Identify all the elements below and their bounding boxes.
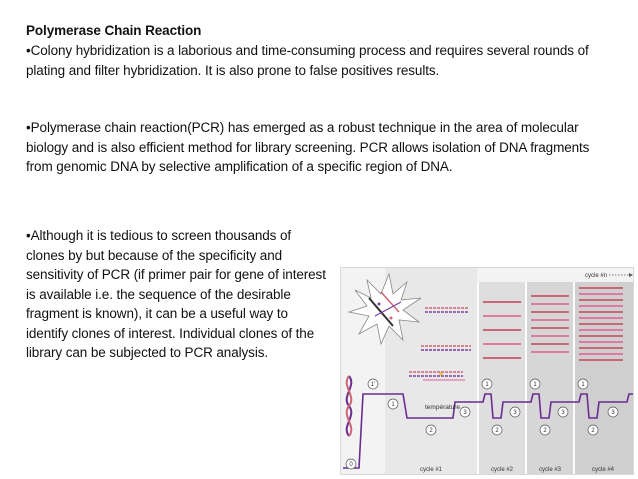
cycle-4-panel xyxy=(575,282,634,475)
step-marker-c3-3-label: 3 xyxy=(561,410,565,416)
step-marker-c4-3-label: 3 xyxy=(611,410,615,416)
cycle-2-panel xyxy=(479,282,525,475)
step-marker-1-prime-label: 1' xyxy=(370,382,376,388)
step-marker-c2-3-label: 3 xyxy=(513,410,517,416)
step-marker-c1-2-label: 2 xyxy=(429,428,433,434)
pcr-cycle-diagram xyxy=(340,267,634,475)
cycle-3-panel xyxy=(527,282,573,475)
step-marker-c3-2-label: 2 xyxy=(543,428,547,434)
cycle-1-label: cycle #1 xyxy=(419,467,443,473)
step-marker-c1-1-label: 1 xyxy=(391,402,395,408)
step-marker-c4-1-label: 1 xyxy=(581,382,585,388)
paragraph-colony-hybridization: •Colony hybridization is a laborious and time-consuming process and requires several rounds of plating and filter hybridization. It is also prone to false positives results. xyxy=(26,43,589,78)
cycle-2-label: cycle #2 xyxy=(490,467,514,473)
paragraph-pcr-description: •Polymerase chain reaction(PCR) has emerged as a robust technique in the area of molecular biology and is also efficient method for library screening. PCR allows isolation of DNA fragments from genomic DNA by selective amplification of a specific region of DNA. xyxy=(26,120,590,174)
dna-helix-icon xyxy=(347,376,352,436)
cycle-3-label: cycle #3 xyxy=(538,467,562,473)
pcr-diagram-svg xyxy=(341,268,634,475)
step-marker-c4-2-label: 2 xyxy=(591,428,595,434)
temperature-label: température xyxy=(425,404,461,411)
step-marker-c2-2-label: 2 xyxy=(495,428,499,434)
step-marker-c1-3-label: 3 xyxy=(463,410,467,416)
paragraph-pcr-screening: •Although it is tedious to screen thousands of clones by but because of the specificity and sensitivity of PCR (if primer pair for gene of interest is available i.e. the sequence of the desirable fragment is known), it can be a useful way to identify clones of interest. Individual clones of the library can be subjected to PCR analysis. xyxy=(26,228,326,360)
cycle-n-label: cycle #n xyxy=(585,273,608,279)
step-marker-0-label: 0 xyxy=(349,462,353,468)
step-marker-c3-1-label: 1 xyxy=(533,382,537,388)
step-marker-c2-1-label: 1 xyxy=(485,382,489,388)
slide-title: Polymerase Chain Reaction xyxy=(26,23,202,38)
cycle-4-label: cycle #4 xyxy=(591,467,615,473)
